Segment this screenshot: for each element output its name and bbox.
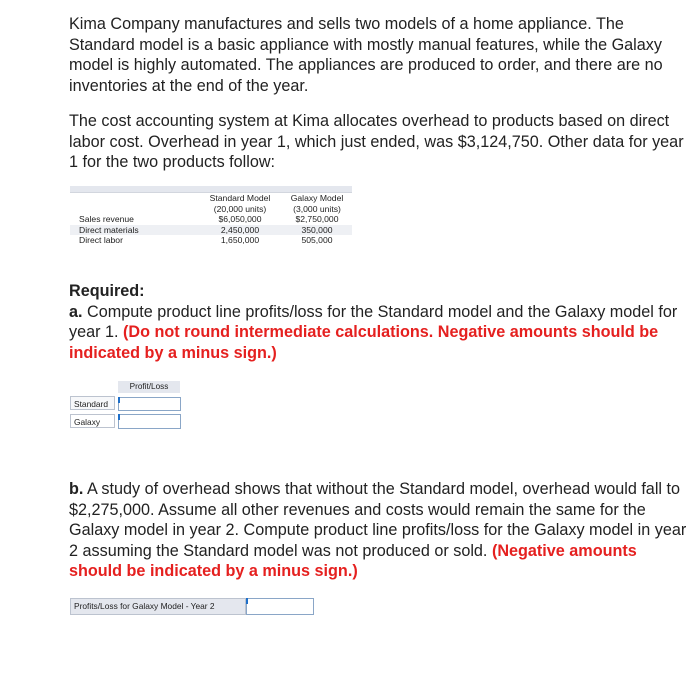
- standard-row-label: Standard: [70, 396, 115, 410]
- galaxy-value: 350,000: [301, 224, 333, 235]
- standard-value: 1,650,000: [220, 235, 260, 245]
- table-row: [70, 214, 352, 225]
- table-header-row-1: [70, 193, 352, 204]
- profit-loss-header: Profit/Loss: [118, 381, 180, 393]
- table-header-row-2: [70, 204, 352, 215]
- galaxy-model-header: Galaxy Model: [290, 193, 344, 203]
- standard-value: $6,050,000: [218, 214, 262, 224]
- row-label: Sales revenue: [79, 214, 134, 224]
- standard-units-header: (20,000 units): [213, 203, 267, 214]
- part-a-text: [69, 302, 694, 364]
- galaxy-value: 505,000: [301, 235, 333, 245]
- table-row: [70, 396, 181, 411]
- part-b-note: (Negative amounts should be indicated by a minus sign.): [69, 541, 637, 580]
- part-b-instructions: A study of overhead shows that without the Standard model, overhead would fall to $2,275,000. Assume all other revenues and costs would remain the same for the Galaxy model in year 2. Compute product line profits/loss for the Galaxy model in year 2 assuming the Standard model was not produced or sold.: [69, 480, 687, 560]
- part-a-instructions: Compute product line profits/loss for the Standard model and the Galaxy model for year 1.: [69, 302, 678, 341]
- galaxy-value: $2,750,000: [295, 214, 339, 224]
- galaxy-units-header: (3,000 units): [293, 203, 341, 214]
- galaxy-row-label: Galaxy: [70, 414, 115, 428]
- intro-paragraph-2: The cost accounting system at Kima allocates overhead to products based on direct labor cost. Overhead in year 1, which just ended, was $3,124,750. Other data for year 1 for the two products follow:: [69, 112, 684, 171]
- table-row: [70, 235, 352, 246]
- table-row: [70, 225, 352, 236]
- standard-value: 2,450,000: [220, 224, 260, 235]
- product-data-table: [70, 186, 352, 246]
- galaxy-year2-answer: [70, 598, 314, 615]
- intro-paragraph-1: Kima Company manufactures and sells two models of a home appliance. The Standard model is a basic appliance with mostly manual features, while the Galaxy model is highly automated. The appliances are produced to order, and there are no inventories at the end of the year.: [69, 15, 663, 95]
- required-section: [69, 281, 694, 363]
- standard-profit-input[interactable]: [118, 397, 181, 411]
- required-heading: Required:: [69, 282, 145, 300]
- galaxy-profit-input[interactable]: [118, 414, 181, 429]
- part-b-section: [69, 479, 694, 582]
- row-label: Direct materials: [79, 224, 139, 235]
- standard-model-header: Standard Model: [209, 193, 271, 203]
- part-a-note: (Do not round intermediate calculations. Negative amounts should be indicated by a minus sign.): [69, 323, 659, 362]
- table-row: [70, 414, 181, 429]
- galaxy-year2-label: Profits/Loss for Galaxy Model - Year 2: [70, 598, 246, 615]
- part-a-prefix: a.: [69, 302, 83, 321]
- part-b-prefix: b.: [69, 480, 84, 498]
- table-header-bar: [70, 186, 352, 193]
- galaxy-year2-input[interactable]: [246, 598, 314, 615]
- row-label: Direct labor: [79, 235, 123, 245]
